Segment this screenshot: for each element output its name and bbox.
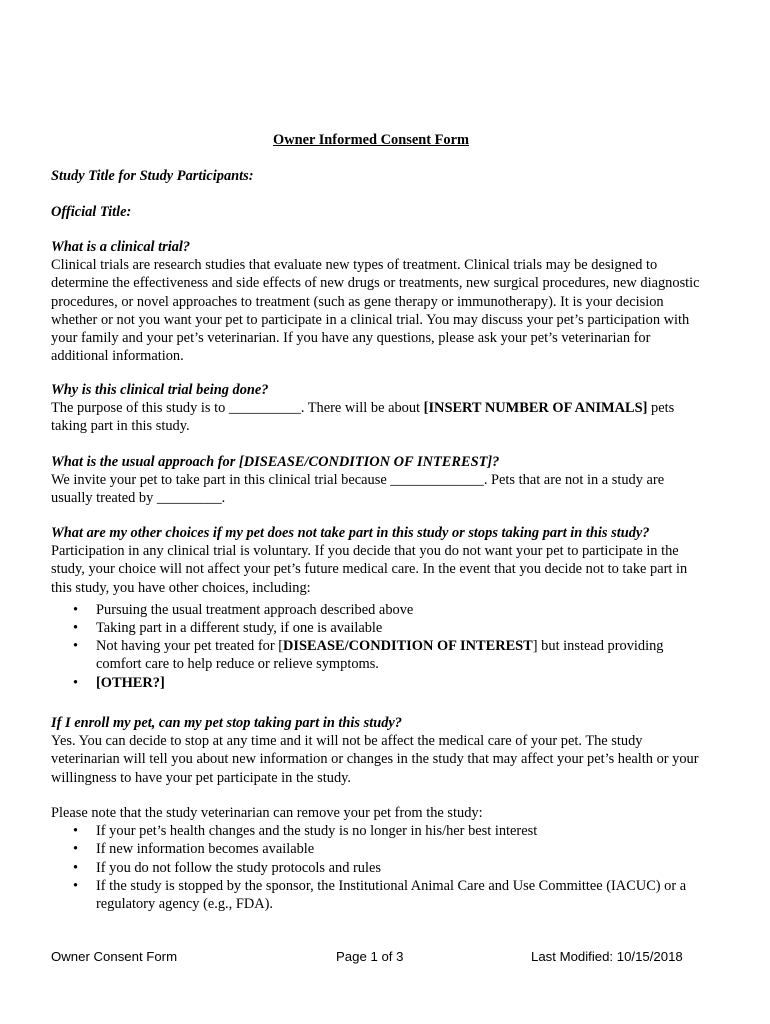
study-title-label: Study Title for Study Participants: [51, 168, 254, 184]
list-item-text: Not having your pet treated for [ [96, 638, 284, 655]
list-item-text: Taking part in a different study, if one is available [96, 620, 383, 637]
list-item [51, 674, 701, 692]
bullet-icon: • [73, 841, 79, 858]
footer-last-modified: Last Modified: 10/15/2018 [531, 949, 683, 964]
list-item [51, 822, 701, 840]
bullet-icon: • [73, 823, 79, 840]
section-heading: Why is this clinical trial being done? [51, 382, 269, 398]
bullet-icon: • [73, 601, 79, 618]
bullet-icon: • [73, 638, 79, 655]
bullet-icon: • [73, 620, 79, 637]
list-item-text: If you do not follow the study protocols and rules [96, 859, 381, 876]
list-item-text: Pursuing the usual treatment approach described above [96, 601, 414, 618]
section-heading: What are my other choices if my pet does not take part in this study or stops taking part in this study? [51, 525, 650, 541]
section-stop-participation [51, 714, 701, 787]
bullet-icon: • [73, 877, 79, 894]
list-item [51, 877, 701, 913]
section-heading: If I enroll my pet, can my pet stop taking part in this study? [51, 715, 402, 731]
section-body: We invite your pet to take part in this clinical trial because _____________. Pets that are not in a study are usually treated by _________. [51, 472, 665, 507]
removal-list [51, 822, 701, 913]
section-why-trial [51, 381, 701, 436]
bullet-icon: • [73, 674, 79, 691]
section-body [51, 399, 701, 435]
placeholder-disease: DISEASE/CONDITION OF INTEREST [283, 638, 533, 655]
section-heading: What is the usual approach for [DISEASE/CONDITION OF INTEREST]? [51, 454, 500, 470]
footer-form-name: Owner Consent Form [51, 949, 178, 964]
placeholder-number-of-animals: [INSERT NUMBER OF ANIMALS] [423, 400, 648, 417]
list-item [51, 601, 701, 619]
body-text: pets taking part in this study. [51, 400, 675, 435]
section-body: Clinical trials are research studies that evaluate new types of treatment. Clinical trials may be designed to determine the effectiveness and side effects of new drugs or treatments, new surgical procedures, new diagnostic procedures, or novel approaches to treatment (such as gene therapy or immunotherapy). It is your decision whether or not you want your pet to participate in a clinical trial. You may discuss your pet’s participation with your family and your pet’s veterinarian. If you have any questions, please ask your pet’s veterinarian for additional information. [51, 257, 700, 365]
section-what-is-clinical-trial [51, 238, 701, 365]
list-item [51, 840, 701, 858]
list-item-text: ] but instead providing comfort care to help reduce or relieve symptoms. [96, 638, 664, 673]
choices-list [51, 601, 701, 692]
list-item-text: If your pet’s health changes and the study is no longer in his/her best interest [96, 823, 538, 840]
section-body: Participation in any clinical trial is voluntary. If you decide that you do not want your pet to participate in the study, your choice will not affect your pet’s future medical care. In the event that you decide not to take part in this study, you have other choices, including: [51, 543, 688, 596]
section-other-choices [51, 524, 701, 692]
document-title: Owner Informed Consent Form [273, 132, 469, 148]
list-item-text: If new information becomes available [96, 841, 315, 858]
section-body: Yes. You can decide to stop at any time and it will not be affect the medical care of your pet. The study veterinarian will tell you about new information or changes in the study that may affect your pet’s health or your willingness to have your pet participate in the study. [51, 733, 699, 786]
footer-page-number: Page 1 of 3 [336, 949, 404, 964]
list-item [51, 619, 701, 637]
list-item [51, 859, 701, 877]
placeholder-other: [OTHER?] [96, 674, 165, 691]
section-heading: What is a clinical trial? [51, 239, 191, 255]
body-text: The purpose of this study is to __________. There will be about [51, 400, 424, 417]
list-item-text: If the study is stopped by the sponsor, the Institutional Animal Care and Use Committee (IACUC) or a regulatory agency (e.g., FDA). [96, 877, 687, 913]
bullet-icon: • [73, 859, 79, 876]
section-removal [51, 804, 701, 913]
official-title-label: Official Title: [51, 204, 132, 220]
section-usual-approach [51, 453, 701, 508]
list-item [51, 637, 701, 673]
section-body: Please note that the study veterinarian can remove your pet from the study: [51, 805, 483, 821]
